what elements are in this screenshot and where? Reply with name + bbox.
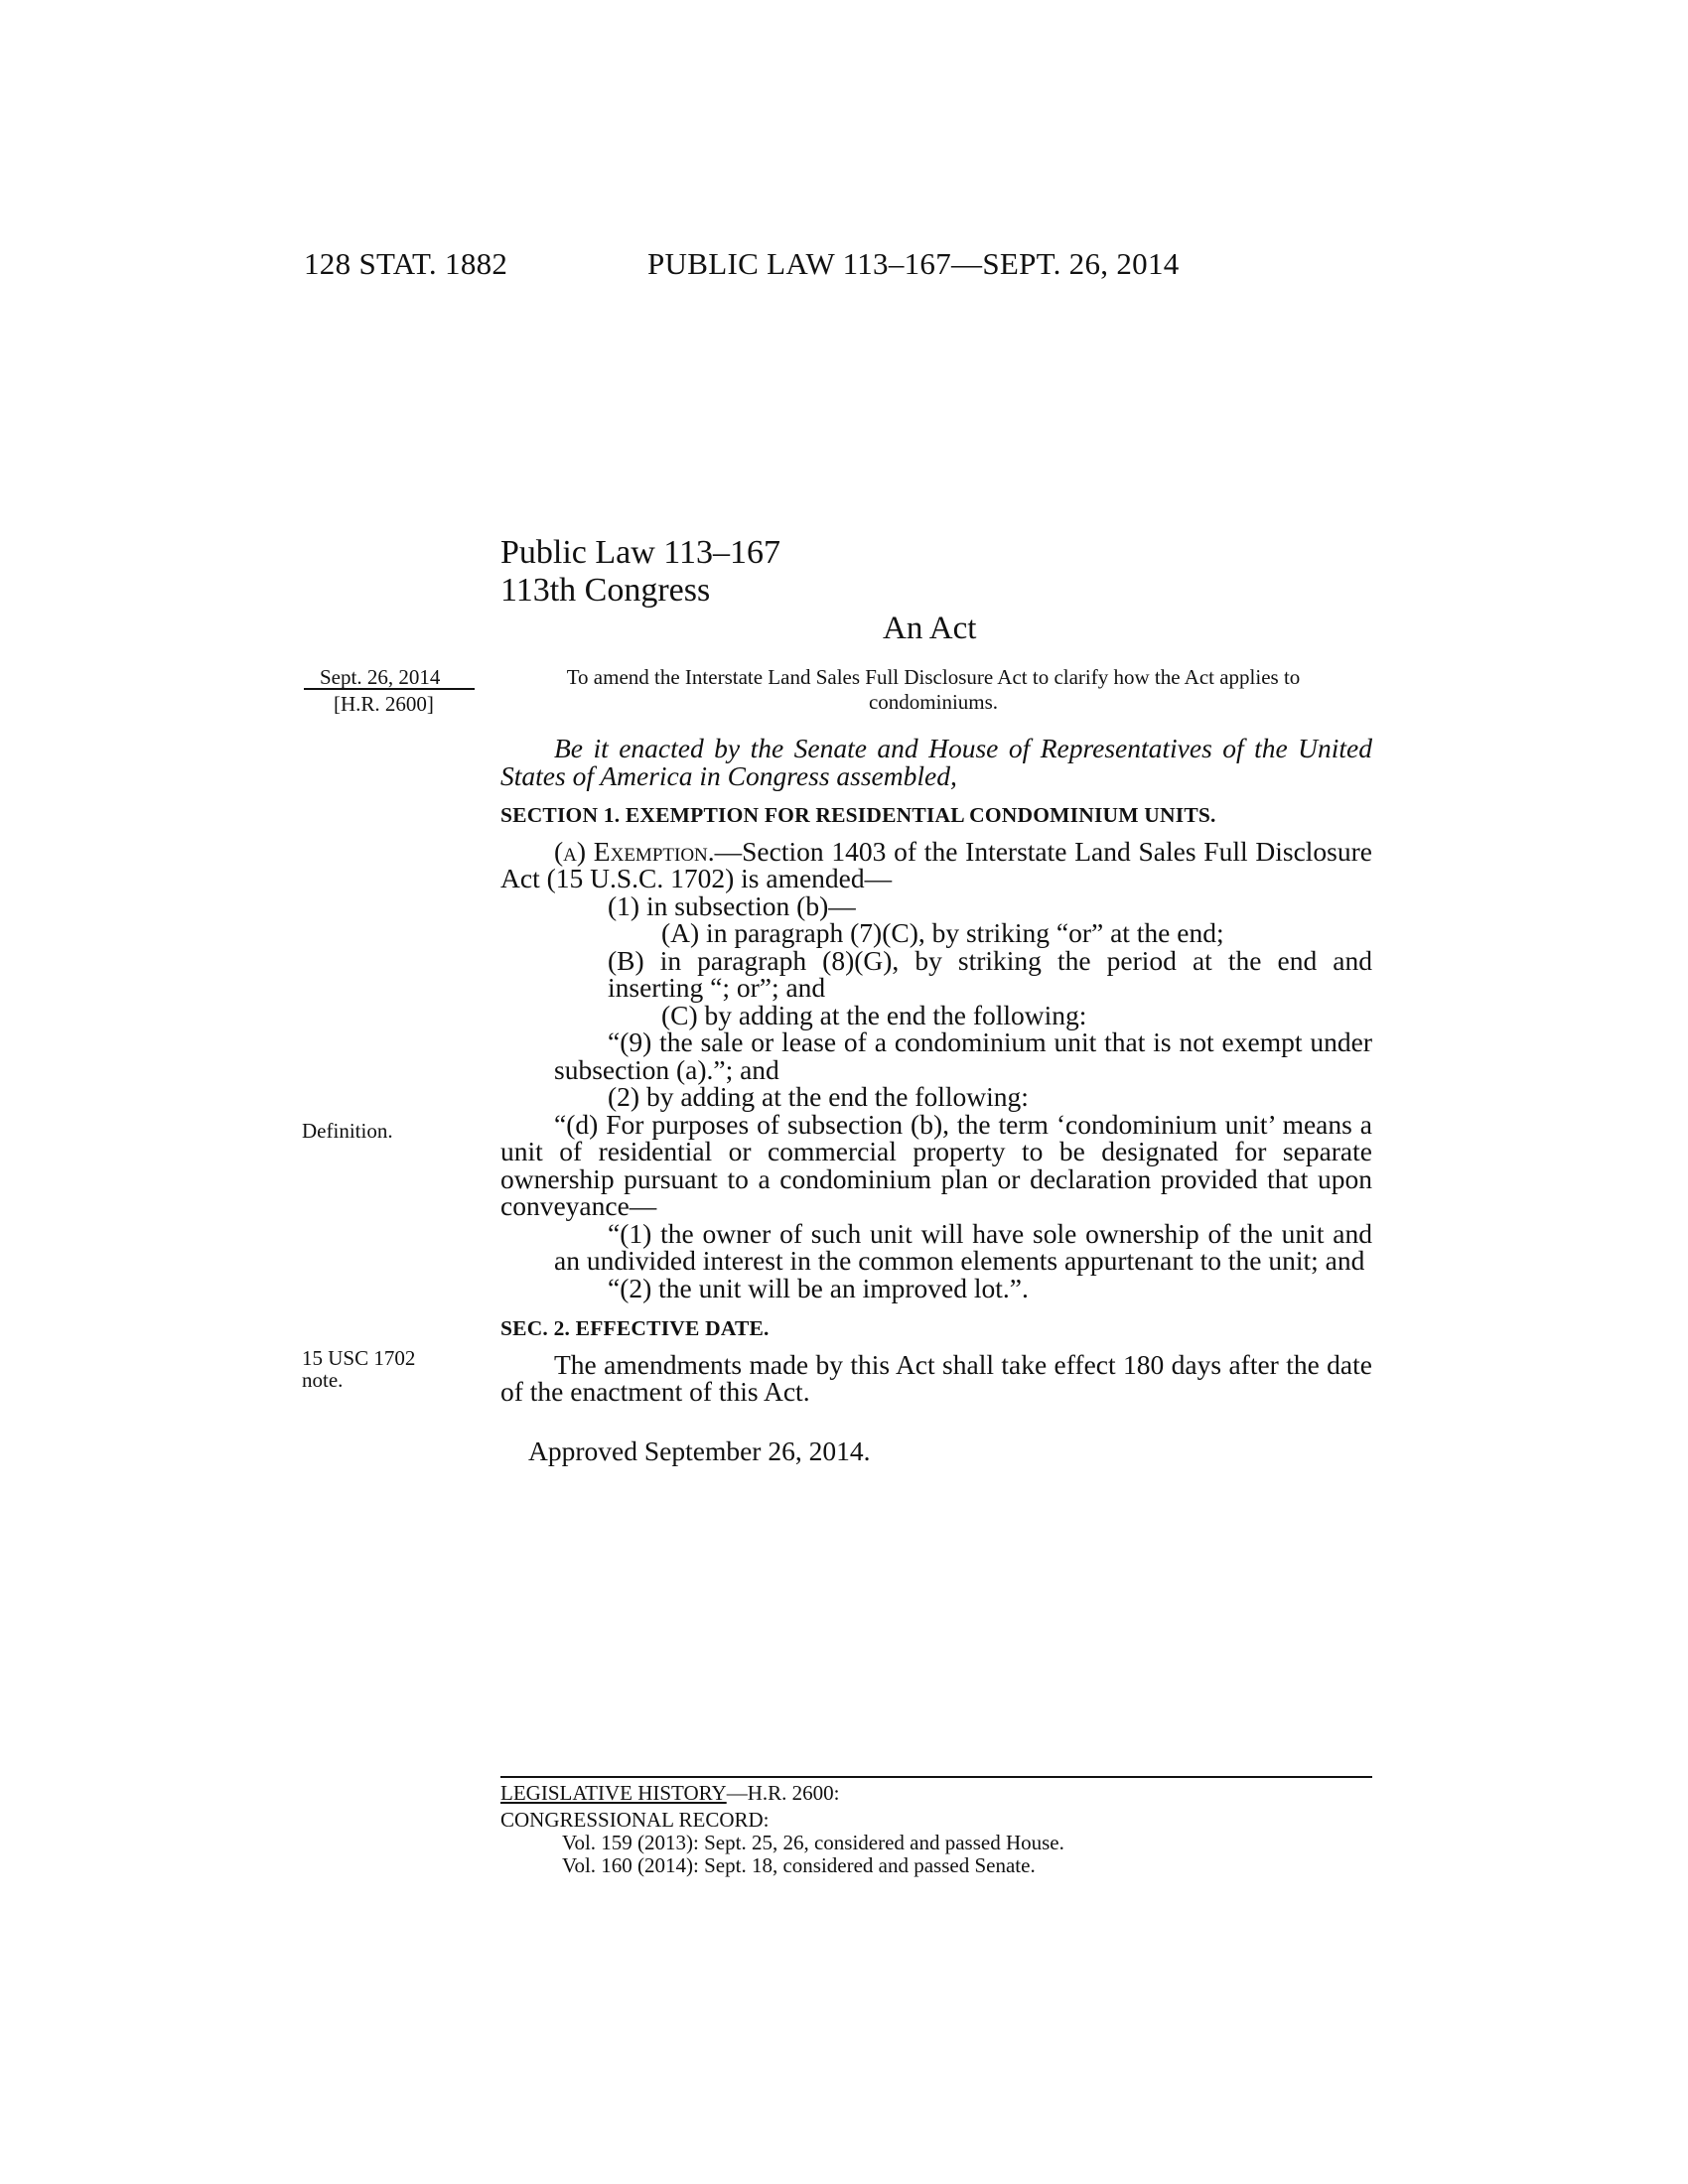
sidenote-definition: Definition. [302,1119,393,1143]
sidenote-usc [302,1347,415,1391]
subsection-a [500,835,1372,893]
sidenote-divider [304,688,475,690]
subparagraph-c: (C) by adding at the end the following: [661,999,1087,1030]
sidenote-usc-line1: 15 USC 1702 [302,1346,416,1370]
subparagraph-b [500,944,1372,1003]
legislative-history-label: LEGISLATIVE HISTORY [500,1781,727,1805]
quoted-paragraph-9: “(9) the sale or lease of a condominium unit that is not exempt under subsection (a).”; and [554,1026,1372,1085]
sidenote-usc-line2: note. [302,1368,344,1392]
legislative-history-bill: —H.R. 2600: [726,1781,840,1805]
paragraph-2: (2) by adding at the end the following: [608,1081,1029,1112]
legislative-history-rule [500,1776,1372,1778]
act-label: An Act [883,611,977,646]
subsection-a-label: (a) Exemption. [554,835,715,867]
sidenote-date: Sept. 26, 2014 [320,665,441,689]
law-title-block [500,534,780,610]
running-title: PUBLIC LAW 113–167—SEPT. 26, 2014 [647,246,1180,281]
approval-line: Approved September 26, 2014. [528,1434,871,1466]
law-number: Public Law 113–167 [500,534,781,571]
quoted-item-2: “(2) the unit will be an improved lot.”. [608,1272,1029,1303]
section-2-heading: SEC. 2. EFFECTIVE DATE. [500,1316,770,1340]
sidenote-bill: [H.R. 2600] [334,692,434,716]
subsection-a-text: —Section 1403 of the Interstate Land Sales Full Disclosure Act (15 U.S.C. 1702) is amended— [500,835,1372,893]
quoted-subsection-d: “(d) For purposes of subsection (b), the term ‘condominium unit’ means a unit of residential or commercial property to be designated for separate ownership pursuant to a condominium plan or declaration provided that upon conveyance— [500,1108,1372,1221]
quoted-item-1: “(1) the owner of such unit will have sole ownership of the unit and an undivided interest in the common elements appurtenant to the unit; and [554,1217,1372,1276]
subparagraph-b-text: (B) in paragraph (8)(G), by striking the period at the end and inserting “; or”; and [608,944,1372,1003]
section-2-text: The amendments made by this Act shall take effect 180 days after the date of the enactment of this Act. [500,1348,1372,1407]
record-entry: Vol. 159 (2013): Sept. 25, 26, considered and passed House. [562,1831,1064,1854]
legislative-history [500,1782,1064,1877]
legislative-history-title [500,1782,1064,1805]
act-body [500,735,1372,1464]
enacting-clause: Be it enacted by the Senate and House of Representatives of the United States of America in Congress assembled, [500,733,1372,791]
record-entry: Vol. 160 (2014): Sept. 18, considered and passed Senate. [562,1853,1036,1877]
act-purpose: To amend the Interstate Land Sales Full Disclosure Act to clarify how the Act applies to condominiums. [566,665,1301,714]
congress-label: 113th Congress [500,572,711,609]
page-number: 128 STAT. 1882 [304,246,508,281]
subparagraph-a: (A) in paragraph (7)(C), by striking “or” at the end; [661,917,1224,948]
paragraph-1: (1) in subsection (b)— [608,889,856,921]
section-1-heading: SECTION 1. EXEMPTION FOR RESIDENTIAL CONDOMINIUM UNITS. [500,803,1216,827]
congressional-record-label: CONGRESSIONAL RECORD: [500,1808,770,1832]
